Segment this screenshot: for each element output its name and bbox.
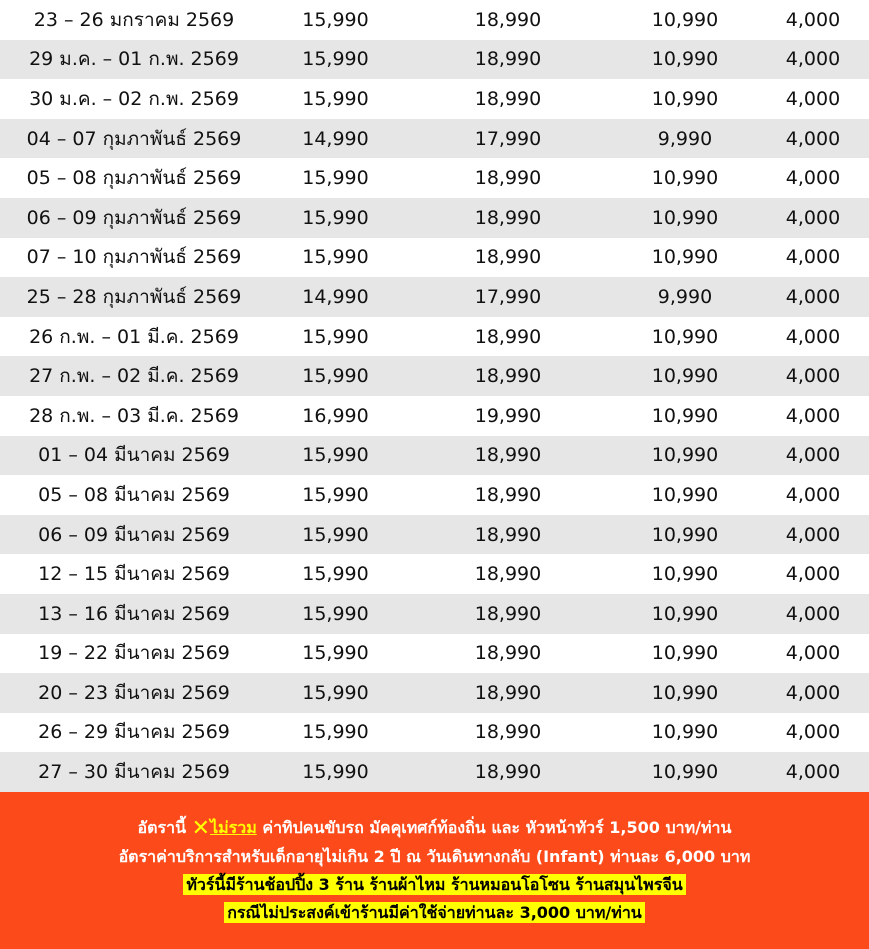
price-adult-cell: 15,990 (302, 325, 369, 348)
price-child-cell: 10,990 (651, 167, 719, 190)
notice-line-infant: อัตราค่าบริการสำหรับเด็กอายุไม่เกิน 2 ปี ณ วันเดินทางกลับ (Infant) ท่านละ 6,000 บาท (118, 847, 751, 866)
price-child-cell: 10,990 (651, 365, 719, 388)
departure-date-cell: 26 – 29 มีนาคม 2569 (38, 721, 230, 744)
table-row (0, 752, 869, 792)
departure-date-cell: 19 – 22 มีนาคม 2569 (38, 642, 230, 665)
table-row (0, 634, 869, 674)
table-row (0, 198, 869, 238)
table-row (0, 119, 869, 159)
departure-date-cell: 25 – 28 กุมภาพันธ์ 2569 (26, 285, 242, 308)
price-extra-cell: 4,000 (785, 87, 841, 110)
price-extra-cell: 4,000 (785, 563, 841, 586)
departure-date-cell: 30 ม.ค. – 02 ก.พ. 2569 (29, 87, 239, 110)
table-row (0, 40, 869, 80)
price-child-cell: 10,990 (651, 8, 719, 31)
departure-date-cell: 20 – 23 มีนาคม 2569 (38, 681, 230, 704)
price-single-cell: 18,990 (474, 444, 542, 467)
table-row (0, 158, 869, 198)
price-extra-cell: 4,000 (785, 246, 841, 269)
price-adult-cell: 15,990 (302, 444, 369, 467)
shopping-fee-text: กรณีไม่ประสงค์เข้าร้านมีค่าใช้จ่ายท่านละ 3,000 บาท/ท่าน (224, 902, 645, 923)
departure-date-cell: 29 ม.ค. – 01 ก.พ. 2569 (29, 48, 239, 71)
price-child-cell: 9,990 (657, 127, 713, 150)
price-extra-cell: 4,000 (785, 365, 841, 388)
price-extra-cell: 4,000 (785, 761, 841, 784)
departure-date-cell: 01 – 04 มีนาคม 2569 (38, 444, 230, 467)
price-child-cell: 10,990 (651, 87, 719, 110)
price-single-cell: 19,990 (474, 404, 542, 427)
price-single-cell: 18,990 (474, 721, 542, 744)
price-adult-cell: 14,990 (302, 285, 369, 308)
price-adult-cell: 15,990 (302, 365, 369, 388)
price-extra-cell: 4,000 (785, 8, 841, 31)
departure-date-cell: 13 – 16 มีนาคม 2569 (38, 602, 230, 625)
price-single-cell: 18,990 (474, 325, 542, 348)
departure-date-cell: 27 ก.พ. – 02 มี.ค. 2569 (29, 365, 239, 388)
departure-date-cell: 07 – 10 กุมภาพันธ์ 2569 (26, 246, 242, 269)
price-adult-cell: 15,990 (302, 721, 369, 744)
price-adult-cell: 15,990 (302, 206, 369, 229)
price-child-cell: 10,990 (651, 642, 719, 665)
departure-date-cell: 06 – 09 กุมภาพันธ์ 2569 (26, 206, 242, 229)
departure-date-cell: 27 – 30 มีนาคม 2569 (38, 761, 230, 784)
price-adult-cell: 15,990 (302, 563, 369, 586)
price-single-cell: 18,990 (474, 681, 542, 704)
table-row (0, 515, 869, 555)
price-child-cell: 10,990 (651, 444, 719, 467)
price-extra-cell: 4,000 (785, 127, 841, 150)
table-row (0, 356, 869, 396)
price-adult-cell: 15,990 (302, 761, 369, 784)
price-child-cell: 10,990 (651, 681, 719, 704)
price-single-cell: 18,990 (474, 483, 542, 506)
notice-line-shopping (183, 871, 685, 899)
close-icon: ✕ (191, 816, 211, 841)
price-single-cell: 18,990 (474, 246, 542, 269)
price-adult-cell: 15,990 (302, 8, 369, 31)
price-adult-cell: 16,990 (302, 404, 369, 427)
price-adult-cell: 15,990 (302, 523, 369, 546)
notice-prefix: อัตรานี้ (137, 818, 187, 837)
departure-date-cell: 05 – 08 มีนาคม 2569 (38, 483, 230, 506)
price-child-cell: 10,990 (651, 325, 719, 348)
price-child-cell: 10,990 (651, 563, 719, 586)
price-adult-cell: 15,990 (302, 246, 369, 269)
table-row (0, 673, 869, 713)
departure-date-cell: 26 ก.พ. – 01 มี.ค. 2569 (29, 325, 239, 348)
price-child-cell: 10,990 (651, 721, 719, 744)
price-adult-cell: 15,990 (302, 483, 369, 506)
price-extra-cell: 4,000 (785, 444, 841, 467)
price-child-cell: 10,990 (651, 48, 719, 71)
price-child-cell: 10,990 (651, 404, 719, 427)
table-row (0, 396, 869, 436)
price-single-cell: 18,990 (474, 523, 542, 546)
table-row (0, 238, 869, 278)
table-row (0, 0, 869, 40)
price-single-cell: 18,990 (474, 365, 542, 388)
departure-date-cell: 12 – 15 มีนาคม 2569 (38, 563, 230, 586)
table-row (0, 594, 869, 634)
price-extra-cell: 4,000 (785, 681, 841, 704)
table-row (0, 277, 869, 317)
notice-line-shopping-fee (224, 899, 645, 927)
table-row (0, 554, 869, 594)
price-extra-cell: 4,000 (785, 404, 841, 427)
price-extra-cell: 4,000 (785, 602, 841, 625)
price-child-cell: 10,990 (651, 483, 719, 506)
price-single-cell: 18,990 (474, 48, 542, 71)
price-single-cell: 18,990 (474, 761, 542, 784)
table-row (0, 317, 869, 357)
departure-date-cell: 28 ก.พ. – 03 มี.ค. 2569 (29, 404, 239, 427)
price-extra-cell: 4,000 (785, 285, 841, 308)
price-extra-cell: 4,000 (785, 721, 841, 744)
price-single-cell: 18,990 (474, 87, 542, 110)
not-included-label: ไม่รวม (210, 818, 257, 837)
price-adult-cell: 15,990 (302, 642, 369, 665)
price-adult-cell: 15,990 (302, 602, 369, 625)
price-adult-cell: 15,990 (302, 48, 369, 71)
departure-date-cell: 05 – 08 กุมภาพันธ์ 2569 (26, 167, 242, 190)
price-extra-cell: 4,000 (785, 483, 841, 506)
price-single-cell: 18,990 (474, 602, 542, 625)
price-child-cell: 10,990 (651, 206, 719, 229)
price-extra-cell: 4,000 (785, 642, 841, 665)
notice-line-tips (138, 814, 732, 843)
table-row (0, 436, 869, 476)
price-single-cell: 18,990 (474, 206, 542, 229)
terms-notice (0, 792, 869, 949)
price-single-cell: 18,990 (474, 642, 542, 665)
price-single-cell: 18,990 (474, 563, 542, 586)
price-adult-cell: 15,990 (302, 167, 369, 190)
departure-date-cell: 23 – 26 มกราคม 2569 (33, 8, 235, 31)
price-extra-cell: 4,000 (785, 523, 841, 546)
price-extra-cell: 4,000 (785, 206, 841, 229)
price-extra-cell: 4,000 (785, 48, 841, 71)
price-extra-cell: 4,000 (785, 325, 841, 348)
price-child-cell: 10,990 (651, 761, 719, 784)
price-single-cell: 18,990 (474, 167, 542, 190)
table-row (0, 79, 869, 119)
price-adult-cell: 14,990 (302, 127, 369, 150)
price-adult-cell: 15,990 (302, 681, 369, 704)
price-single-cell: 17,990 (474, 127, 542, 150)
table-row (0, 475, 869, 515)
price-child-cell: 9,990 (657, 285, 713, 308)
price-extra-cell: 4,000 (785, 167, 841, 190)
price-adult-cell: 15,990 (302, 87, 369, 110)
notice-tips-text: ค่าทิปคนขับรถ มัคคุเทศก์ท้องถิ่น และ หัวหน้าทัวร์ 1,500 บาท/ท่าน (262, 818, 732, 837)
price-child-cell: 10,990 (651, 602, 719, 625)
price-child-cell: 10,990 (651, 246, 719, 269)
price-single-cell: 18,990 (474, 8, 542, 31)
shopping-text: ทัวร์นี้มีร้านช้อปปิ้ง 3 ร้าน ร้านผ้าไหม ร้านหมอนโอโซน ร้านสมุนไพรจีน (183, 874, 685, 895)
price-single-cell: 17,990 (474, 285, 542, 308)
price-child-cell: 10,990 (651, 523, 719, 546)
departure-date-cell: 06 – 09 มีนาคม 2569 (38, 523, 230, 546)
departure-date-cell: 04 – 07 กุมภาพันธ์ 2569 (26, 127, 242, 150)
table-row (0, 713, 869, 753)
